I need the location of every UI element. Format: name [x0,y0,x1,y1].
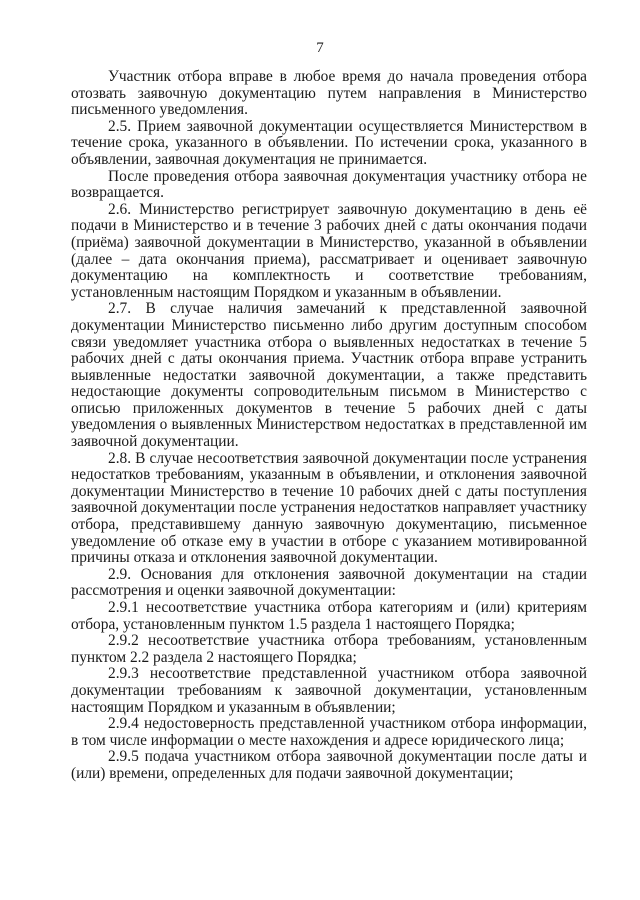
paragraph-2-9-4: 2.9.4 недостоверность представленной участником отбора информации, в том числе информации о месте нахождения и адресе юридического лица; [71,715,587,749]
paragraph-2-9-2: 2.9.2 несоответствие участника отбора требованиям, установленным пунктом 2.2 раздела 2 настоящего Порядка; [71,632,587,666]
paragraph-2-9: 2.9. Основания для отклонения заявочной документации на стадии рассмотрения и оценки заявочной документации: [71,565,587,600]
paragraph-2-5: 2.5. Прием заявочной документации осуществляется Министерством в течение срока, указанного в объявлении. По истечении срока, указанного в объявлении, заявочная документация не принимается. [71,117,587,168]
paragraph-2-9-1: 2.9.1 несоответствие участника отбора категориям и (или) критериям отбора, установленным пунктом 1.5 раздела 1 настоящего Порядка; [71,599,587,633]
paragraph-2-9-3: 2.9.3 несоответствие представленной участником отбора заявочной документации требованиям к заявочной документации, установленным настоящим Порядком и указанным в объявлении; [71,665,587,716]
paragraph-no-return: После проведения отбора заявочная документация участнику отбора не возвращается. [71,167,587,202]
document-body [71,69,587,783]
paragraph-2-7: 2.7. В случае наличия замечаний к представленной заявочной документации Министерство письменно либо другим доступным способом связи уведомляет участника отбора о выявленных недостатках в течение 5 рабочих дней с даты окончания приема. Участник отбора вправе устранить выявленные недостатки заявочной документации, а также представить недостающие документы сопроводительным письмом в Министерство с описью приложенных документов в течение 5 рабочих дней с даты уведомления о выявленных Министерством недостатках в представленной им заявочной документации. [71,300,587,451]
paragraph-2-8: 2.8. В случае несоответствия заявочной документации после устранения недостатков требованиям, указанным в объявлении, и отклонения заявочной документации Министерство в течение 10 рабочих дней с даты поступления заявочной документации после устранения недостатков направляет участнику отбора, представившему данную заявочную документацию, письменное уведомление об отказе ему в участии в отборе с указанием мотивированной причины отказа и отклонения заявочной документации. [71,449,587,567]
page-number: 7 [316,40,324,56]
paragraph-2-6: 2.6. Министерство регистрирует заявочную документацию в день её подачи в Министерство и в течение 3 рабочих дней с даты окончания подачи (приёма) заявочной документации в Министерство, указанной в объявлении (далее – дата окончания приема), рассматривает и оценивает заявочную документацию на комплектность и соответствие требованиям, установленным настоящим Порядком и указанным в объявлении. [71,200,587,301]
paragraph-2-9-5: 2.9.5 подача участником отбора заявочной документации после даты и (или) времени, определенных для подачи заявочной документации; [71,748,587,782]
paragraph-withdrawal: Участник отбора вправе в любое время до начала проведения отбора отозвать заявочную документацию путем направления в Министерство письменного уведомления. [71,68,587,119]
